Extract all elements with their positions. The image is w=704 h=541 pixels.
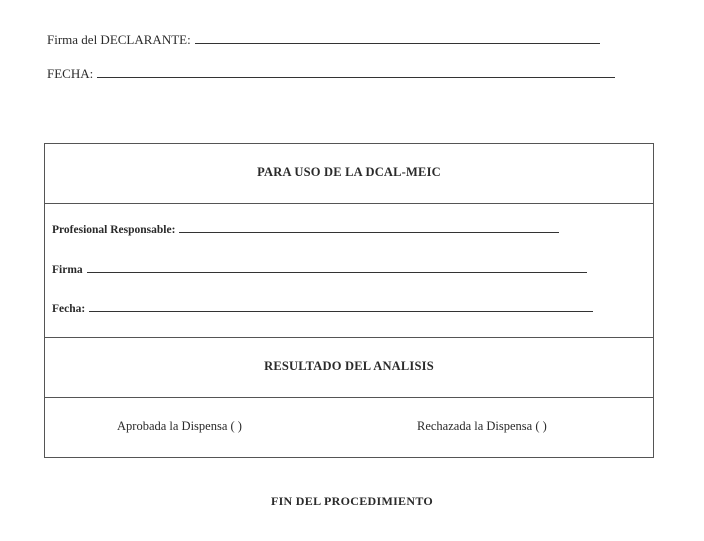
responsible-label: Profesional Responsable:	[52, 224, 176, 236]
declarant-date-label: FECHA:	[47, 66, 94, 81]
result-top-divider	[45, 337, 653, 338]
dcal-meic-box	[44, 143, 654, 458]
office-date-field	[52, 303, 593, 315]
office-signature-line[interactable]	[87, 271, 587, 273]
declarant-signature-line[interactable]	[195, 42, 600, 44]
declarant-signature-field	[47, 32, 600, 48]
office-date-line[interactable]	[89, 310, 593, 312]
office-box-divider	[45, 203, 653, 204]
responsible-line[interactable]	[179, 231, 559, 233]
declarant-signature-label: Firma del DECLARANTE:	[47, 32, 191, 47]
rejected-option[interactable]: Rechazada la Dispensa ( )	[417, 419, 547, 433]
declarant-date-field	[47, 66, 615, 82]
office-signature-field	[52, 264, 587, 276]
declarant-date-line[interactable]	[97, 76, 615, 78]
result-box-title: RESULTADO DEL ANALISIS	[264, 359, 434, 373]
office-box-title: PARA USO DE LA DCAL-MEIC	[257, 165, 441, 179]
procedure-end-text: FIN DEL PROCEDIMIENTO	[270, 494, 434, 508]
office-signature-label: Firma	[52, 264, 83, 276]
result-bottom-divider	[45, 397, 653, 398]
responsible-field	[52, 224, 559, 236]
approved-option[interactable]: Aprobada la Dispensa ( )	[117, 419, 242, 433]
office-date-label: Fecha:	[52, 303, 86, 315]
